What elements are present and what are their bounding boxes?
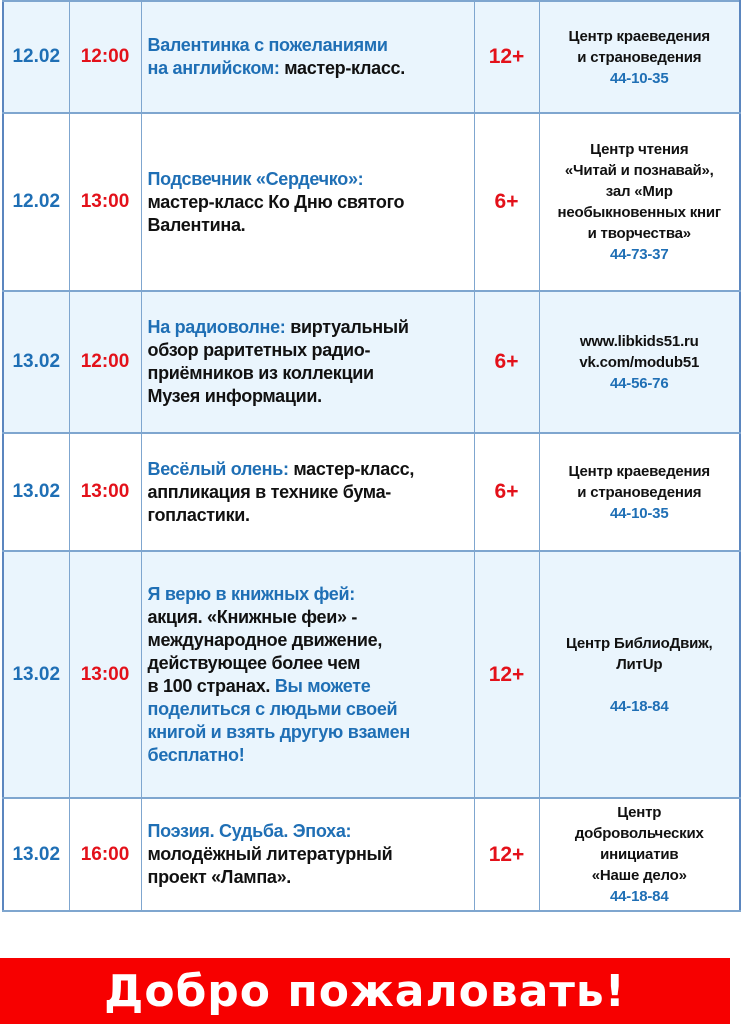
description-line (148, 744, 474, 767)
venue-line: и творчества» (587, 225, 691, 242)
description-line (148, 866, 474, 889)
event-time: 12:00 (69, 291, 141, 433)
description-line (148, 606, 474, 629)
event-date: 13.02 (3, 433, 69, 551)
event-date: 13.02 (3, 798, 69, 911)
description-line (148, 385, 474, 408)
age-rating: 6+ (474, 433, 539, 551)
event-time: 16:00 (69, 798, 141, 911)
description-highlight: Весёлый олень: (147, 458, 294, 479)
venue-line: vk.com/modub51 (579, 353, 700, 371)
description-text: международное движение, (147, 629, 383, 650)
description-text: Валентина. (147, 214, 246, 235)
event-venue (539, 551, 740, 798)
venue-line: необыкновенных книг (557, 204, 721, 221)
venue-phone: 44-10-35 (610, 69, 669, 87)
description-line (148, 168, 474, 191)
description-highlight: Я верю в книжных фей: (147, 583, 355, 604)
venue-line: ЛитUp (616, 655, 663, 673)
description-line (148, 652, 474, 675)
event-description (141, 551, 474, 798)
description-text: обзор раритетных радио- (147, 340, 371, 360)
description-line (148, 843, 474, 866)
venue-line: «Наше дело» (591, 867, 687, 884)
venue-line: «Читай и познавай», (564, 162, 714, 179)
venue-phone: 44-18-84 (610, 888, 669, 905)
venue-phone: 44-73-37 (610, 246, 669, 263)
venue-line: и страноведения (577, 483, 702, 501)
event-date: 13.02 (3, 551, 69, 798)
description-highlight: Вы можете (274, 675, 371, 696)
event-venue (539, 113, 740, 291)
venue-line (540, 675, 740, 696)
table-row (3, 1, 740, 113)
description-line (148, 34, 474, 57)
event-date: 13.02 (3, 291, 69, 433)
description-highlight: бесплатно! (147, 744, 245, 765)
event-venue (539, 1, 740, 113)
event-time: 13:00 (69, 433, 141, 551)
description-text: проект «Лампа». (147, 867, 292, 887)
description-line (148, 820, 474, 843)
description-line (148, 583, 474, 606)
table-row (3, 433, 740, 551)
description-line (148, 57, 474, 80)
venue-phone: 44-10-35 (610, 504, 669, 522)
event-description (141, 798, 474, 911)
age-rating: 12+ (474, 1, 539, 113)
event-description (141, 291, 474, 433)
description-line (148, 721, 474, 744)
description-highlight: Подсвечник «Сердечко»: (147, 168, 364, 189)
description-highlight: На радиоволне: (147, 317, 291, 337)
description-text: в 100 странах. (147, 675, 275, 696)
venue-line: Центр (617, 804, 662, 821)
events-table (2, 0, 741, 912)
event-date: 12.02 (3, 113, 69, 291)
venue-line: добровольческих (574, 825, 704, 842)
table-row (3, 551, 740, 798)
description-text: мастер-класс Ко Дню святого (147, 191, 405, 212)
description-line (148, 629, 474, 652)
description-text: Музея информации. (147, 386, 322, 406)
event-date: 12.02 (3, 1, 69, 113)
description-text: виртуальный (290, 317, 409, 337)
venue-line: Центр краеведения (568, 462, 710, 480)
description-highlight: поделиться с людьми своей (147, 698, 398, 719)
event-venue (539, 291, 740, 433)
venue-phone: 44-56-76 (610, 374, 669, 392)
description-text: приёмников из коллекции (147, 363, 374, 383)
table-row (3, 113, 740, 291)
venue-line: Центр БиблиоДвиж, (565, 634, 713, 652)
venue-line: Центр краеведения (568, 27, 710, 45)
banner-text: Добро пожаловать! (104, 965, 626, 1017)
age-rating: 6+ (474, 291, 539, 433)
event-description (141, 1, 474, 113)
description-text: гопластики. (147, 504, 250, 525)
age-rating: 12+ (474, 798, 539, 911)
description-line (148, 458, 474, 481)
venue-phone: 44-18-84 (610, 697, 669, 715)
event-description (141, 113, 474, 291)
age-rating: 12+ (474, 551, 539, 798)
description-text: акция. «Книжные феи» - (147, 606, 358, 627)
description-line (148, 698, 474, 721)
event-venue (539, 798, 740, 911)
description-line (148, 675, 474, 698)
description-text: молодёжный литературный (147, 844, 393, 864)
description-line (148, 191, 474, 214)
description-highlight: на английском: (147, 58, 285, 78)
venue-line: www.libkids51.ru (579, 332, 699, 350)
description-line (148, 339, 474, 362)
description-line (148, 481, 474, 504)
table-row (3, 798, 740, 911)
description-highlight: книгой и взять другую взамен (147, 721, 410, 742)
description-line (148, 316, 474, 339)
venue-line: зал «Мир (605, 183, 673, 200)
venue-line: Центр чтения (590, 141, 689, 158)
description-line (148, 362, 474, 385)
age-rating: 6+ (474, 113, 539, 291)
event-time: 13:00 (69, 113, 141, 291)
event-time: 12:00 (69, 1, 141, 113)
description-text: мастер-класс. (284, 58, 405, 78)
description-line (148, 214, 474, 237)
description-text: аппликация в технике бума- (147, 481, 391, 502)
event-time: 13:00 (69, 551, 141, 798)
event-description (141, 433, 474, 551)
description-highlight: Валентинка с пожеланиями (147, 35, 388, 55)
description-line (148, 504, 474, 527)
venue-line: и страноведения (577, 48, 702, 66)
event-venue (539, 433, 740, 551)
description-highlight: Поэзия. Судьба. Эпоха: (147, 821, 352, 841)
welcome-banner (0, 958, 730, 1024)
venue-line: инициатив (600, 846, 679, 863)
table-row (3, 291, 740, 433)
description-text: мастер-класс, (293, 458, 415, 479)
description-text: действующее более чем (147, 652, 361, 673)
